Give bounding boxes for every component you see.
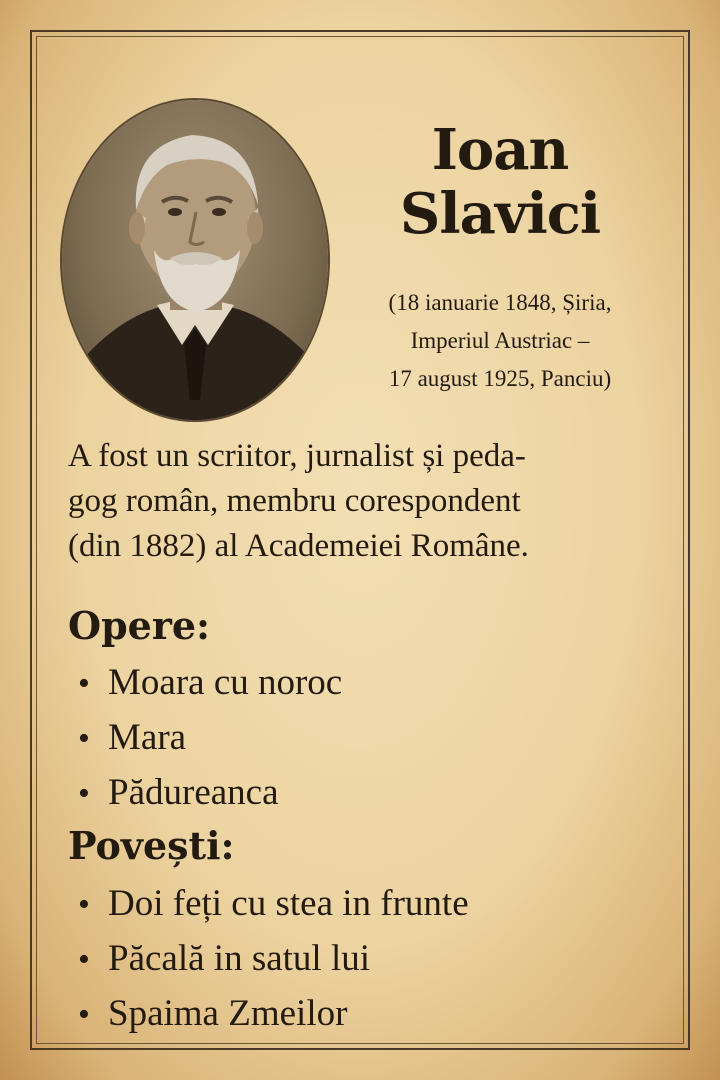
- bullet-icon: •: [78, 775, 90, 812]
- author-name: [350, 118, 650, 246]
- stories-list: [78, 876, 469, 1041]
- works-heading: Opere:: [68, 603, 211, 648]
- list-item: [78, 876, 469, 931]
- portrait-illustration: [62, 100, 328, 420]
- portrait-photo: [62, 100, 328, 420]
- works-list: [78, 655, 342, 820]
- biography-line: gog român, membru corespondent: [68, 483, 521, 519]
- stories-heading: Povești:: [68, 823, 235, 868]
- work-title: Mara: [108, 717, 187, 758]
- story-title: Păcală in satul lui: [108, 938, 371, 979]
- work-title: Moara cu noroc: [108, 662, 343, 703]
- bullet-icon: •: [78, 941, 90, 978]
- list-item: [78, 986, 469, 1041]
- story-title: Spaima Zmeilor: [108, 993, 348, 1034]
- list-item: [78, 655, 342, 710]
- biography-line: (din 1882) al Academeiei Române.: [68, 528, 529, 564]
- list-item: [78, 710, 342, 765]
- bullet-icon: •: [78, 996, 90, 1033]
- author-name-line: Slavici: [399, 181, 601, 247]
- bullet-icon: •: [78, 665, 90, 702]
- biography: [68, 434, 668, 569]
- author-name-line: Ioan: [431, 117, 569, 183]
- life-dates-line: Imperiul Austriac –: [410, 328, 590, 353]
- bullet-icon: •: [78, 886, 90, 923]
- list-item: [78, 931, 469, 986]
- story-title: Doi feți cu stea in frunte: [108, 883, 469, 924]
- life-dates-line: 17 august 1925, Panciu): [388, 366, 612, 391]
- bullet-icon: •: [78, 720, 90, 757]
- biography-line: A fost un scriitor, jurnalist și peda-: [68, 438, 526, 474]
- list-item: [78, 765, 342, 820]
- work-title: Pădureanca: [108, 772, 279, 813]
- life-dates: [340, 284, 660, 398]
- life-dates-line: (18 ianuarie 1848, Șiria,: [388, 290, 612, 315]
